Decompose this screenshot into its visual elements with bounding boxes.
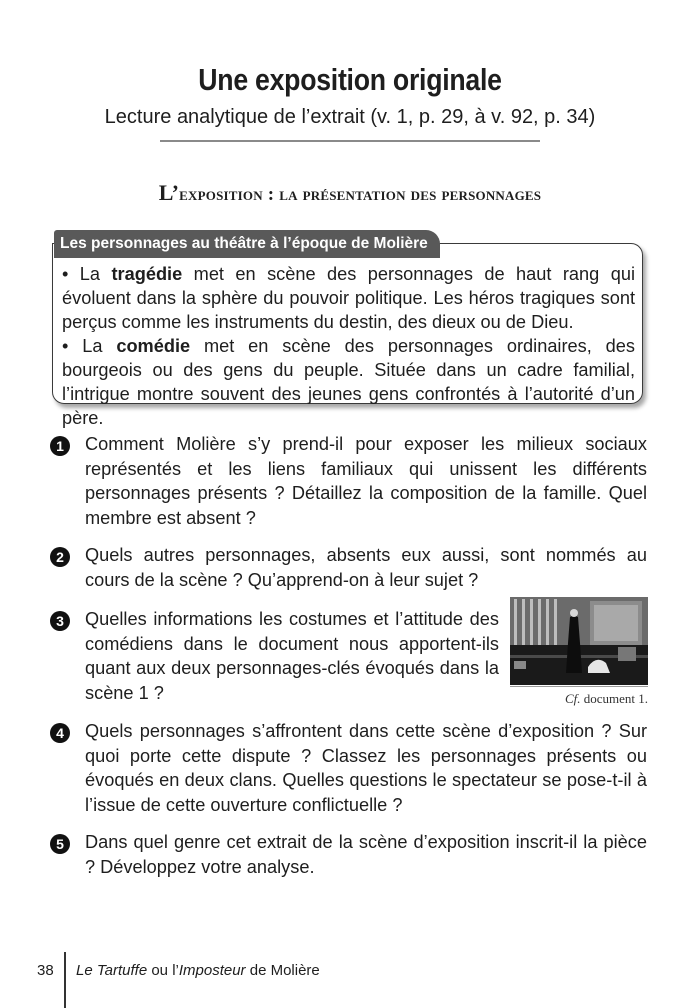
page-subtitle: Lecture analytique de l’extrait (v. 1, p. 29, à v. 92, p. 34): [104, 106, 596, 128]
tragedy-paragraph: [62, 262, 635, 334]
question-number-badge: 5: [50, 834, 70, 854]
running-footer-title: [76, 962, 320, 979]
question-number-badge: 3: [50, 611, 70, 631]
comedy-paragraph: [62, 334, 635, 430]
question-text: Quels autres personnages, absents eux aussi, sont nommés au cours de la scène ? Qu’apprend-on à leur sujet ?: [85, 545, 647, 590]
section-heading-text: exposition : la présentation des personnages: [179, 184, 542, 205]
footer-title-part3: Imposteur: [178, 962, 246, 979]
footer-title-part1: Le Tartuffe: [76, 962, 148, 979]
question-number-badge: 4: [50, 723, 70, 743]
section-heading-initial: L’: [158, 180, 180, 205]
photo-caption: [510, 691, 648, 707]
question-text: Quels personnages s’affrontent dans cette scène d’exposition ? Sur quoi porte cette dispute ? Classez les personnages présents ou évoqués en deux clans. Quelles questions le spectateur se pose-t-il à l’issue de cette ouverture conflictuelle ?: [85, 721, 647, 815]
page-title: Une exposition originale: [198, 62, 502, 97]
bullet-prefix: • La: [62, 336, 117, 356]
info-box-text: [62, 262, 635, 430]
comedy-term: comédie: [116, 336, 191, 356]
footer-divider: [64, 952, 66, 1008]
section-heading: [0, 180, 700, 206]
page-number: 38: [37, 962, 54, 979]
title-divider: [160, 140, 540, 142]
info-box-tab: Les personnages au théâtre à l’époque de Molière: [54, 230, 440, 258]
question-text: Quelles informations les costumes et l’attitude des comédiens dans le document nous apportent-ils quant aux deux personnages-clés évoqués dans la scène 1 ?: [85, 609, 499, 703]
question-text: Comment Molière s’y prend-il pour exposer les milieux sociaux représentés et les liens familiaux qui unissent les différents personnages présents ? Détaillez la composition de la famille. Quel membre est absent ?: [85, 434, 647, 528]
footer-title-part4: de Molière: [245, 962, 320, 979]
bullet-prefix: • La: [62, 264, 112, 284]
document-photo: [510, 597, 648, 707]
caption-text: document 1.: [580, 691, 648, 706]
footer-title-part2: ou l’: [147, 962, 179, 979]
caption-cf: Cf.: [564, 691, 581, 706]
photo-divider: [510, 686, 648, 687]
stage-photo-image: [510, 597, 648, 685]
question-number-badge: 1: [50, 436, 70, 456]
comedy-description: met en scène des personnages ordinaires, des bourgeois ou des gens du peuple. Située dans un cadre familial, l’intrigue montre souvent des jeunes gens confrontés à l’autorité d’un père.: [62, 336, 635, 428]
question-text: Dans quel genre cet extrait de la scène d’exposition inscrit-il la pièce ? Développez votre analyse.: [85, 832, 647, 877]
tragedy-description: met en scène des personnages de haut rang qui évoluent dans la sphère du pouvoir politique. Les héros tragiques sont perçus comme les instruments du destin, des dieux ou de Dieu.: [62, 264, 635, 332]
question-number-badge: 2: [50, 547, 70, 567]
tragedy-term: tragédie: [111, 264, 183, 284]
